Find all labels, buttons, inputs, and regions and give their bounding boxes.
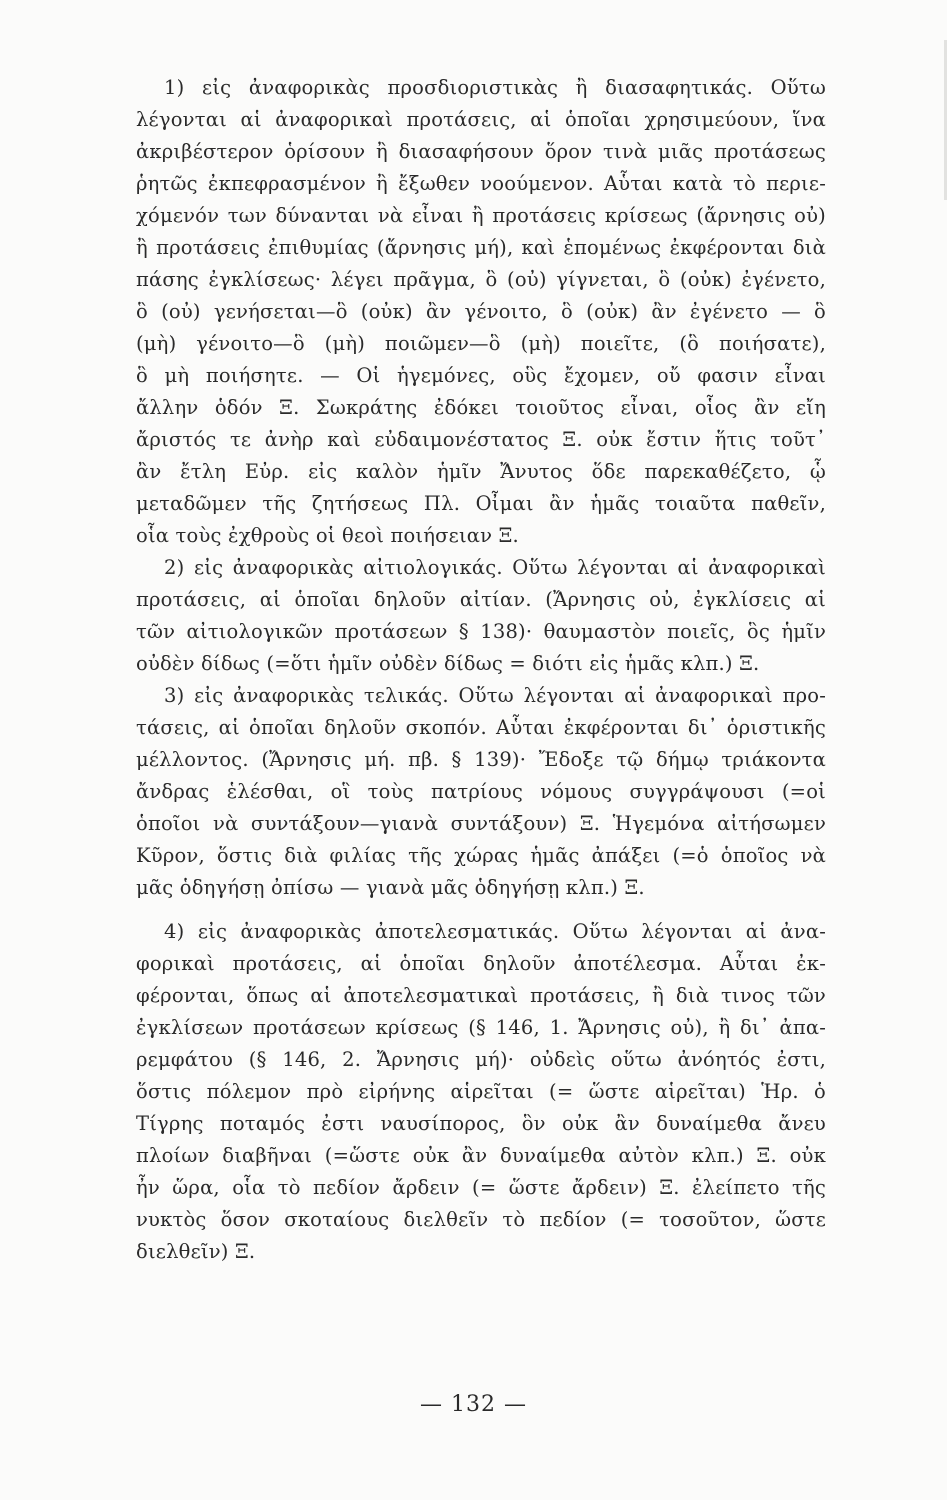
text-line: Τίγρης ποταμός ἐστι ναυσίπορος, ὃν οὐκ ἂν δυναίμεθα ἄνευ	[136, 1112, 826, 1135]
text-line: μᾶς ὁδηγήσῃ ὀπίσω — γιανὰ μᾶς ὁδηγήσῃ κλπ.) Ξ.	[136, 876, 645, 899]
text-line: προτάσεις, αἱ ὁποῖαι δηλοῦν αἰτίαν. (Ἄρνησις οὐ, ἐγκλίσεις αἱ	[136, 588, 826, 611]
text-line: ἦν ὥρα, οἷα τὸ πεδίον ἄρδειν (= ὥστε ἄρδειν) Ξ. ἐλείπετο τῆς	[136, 1176, 826, 1199]
text-line: ἄνδρας ἑλέσθαι, οἳ τοὺς πατρίους νόμους συγγράψουσι (=οἱ	[136, 780, 826, 803]
text-line: μέλλοντος. (Ἄρνησις μή. πβ. § 139)· Ἔδοξε τῷ δήμῳ τριάκοντα	[136, 748, 826, 771]
text-line: 2) εἰς ἀναφορικὰς αἰτιολογικάς. Οὕτω λέγονται αἱ ἀναφορικαὶ	[164, 556, 826, 579]
text-line: ὃ μὴ ποιήσητε. — Οἱ ἡγεμόνες, οὓς ἔχομεν, οὔ φασιν εἶναι	[136, 364, 826, 387]
text-line: πάσης ἐγκλίσεως· λέγει πρᾶγμα, ὃ (οὐ) γίγνεται, ὃ (οὐκ) ἐγένετο,	[136, 268, 826, 291]
text-line: ὁποῖοι νὰ συντάξουν—γιανὰ συντάξουν) Ξ. Ἡγεμόνα αἰτήσωμεν	[136, 812, 826, 835]
text-line: μεταδῶμεν τῆς ζητήσεως Πλ. Οἶμαι ἂν ἡμᾶς τοιαῦτα παθεῖν,	[136, 492, 826, 515]
text-line: οὐδὲν δίδως (=ὅτι ἡμῖν οὐδὲν δίδως = διότι εἰς ἡμᾶς κλπ.) Ξ.	[136, 652, 760, 675]
text-line: ἐγκλίσεων προτάσεων κρίσεως (§ 146, 1. Ἄρνησις οὐ), ἢ δι᾿ ἀπα-	[136, 1016, 826, 1039]
text-line: οἷα τοὺς ἐχθροὺς οἱ θεοὶ ποιήσειαν Ξ.	[136, 524, 519, 547]
text-line: ἄλλην ὁδόν Ξ. Σωκράτης ἐδόκει τοιοῦτος εἶναι, οἷος ἂν εἴη	[136, 396, 826, 419]
text-line: τῶν αἰτιολογικῶν προτάσεων § 138)· θαυμαστὸν ποιεῖς, ὃς ἡμῖν	[136, 620, 826, 643]
text-line: 1) εἰς ἀναφορικὰς προσδιοριστικὰς ἢ διασαφητικάς. Οὕτω	[164, 76, 826, 99]
text-line: ῥητῶς ἐκπεφρασμένον ἢ ἔξωθεν νοούμενον. Αὗται κατὰ τὸ περιε-	[136, 172, 826, 195]
text-line: ἀκριβέστερον ὁρίσουν ἢ διασαφήσουν ὅρον τινὰ μιᾶς προτάσεως	[136, 140, 826, 163]
page-number: — 132 —	[420, 1392, 527, 1417]
text-line: ὅστις πόλεμον πρὸ εἰρήνης αἱρεῖται (= ὥστε αἱρεῖται) Ἡρ. ὁ	[136, 1080, 826, 1103]
text-line: 3) εἰς ἀναφορικὰς τελικάς. Οὕτω λέγονται αἱ ἀναφορικαὶ προ-	[164, 684, 826, 707]
text-line: διελθεῖν) Ξ.	[136, 1240, 256, 1263]
text-line: (μὴ) γένοιτο—ὃ (μὴ) ποιῶμεν—ὃ (μὴ) ποιεῖτε, (ὃ ποιήσατε),	[136, 332, 826, 355]
text-line: φέρονται, ὅπως αἱ ἀποτελεσματικαὶ προτάσεις, ἢ διὰ τινος τῶν	[136, 984, 826, 1007]
text-line: ἄριστός τε ἀνὴρ καὶ εὐδαιμονέστατος Ξ. οὐκ ἔστιν ἥτις τοῦτ᾿	[136, 428, 826, 451]
text-line: λέγονται αἱ ἀναφορικαὶ προτάσεις, αἱ ὁποῖαι χρησιμεύουν, ἵνα	[136, 108, 826, 131]
text-line: νυκτὸς ὅσον σκοταίους διελθεῖν τὸ πεδίον (= τοσοῦτον, ὥστε	[136, 1208, 826, 1231]
text-line: πλοίων διαβῆναι (=ὥστε οὐκ ἂν δυναίμεθα αὐτὸν κλπ.) Ξ. οὐκ	[136, 1144, 826, 1167]
text-line: χόμενόν των δύνανται νὰ εἶναι ἢ προτάσεις κρίσεως (ἄρνησις οὐ)	[136, 204, 826, 227]
text-line: ρεμφάτου (§ 146, 2. Ἄρνησις μή)· οὐδεὶς οὕτω ἀνόητός ἐστι,	[136, 1048, 826, 1071]
text-line: 4) εἰς ἀναφορικὰς ἀποτελεσματικάς. Οὕτω λέγονται αἱ ἀνα-	[164, 920, 826, 943]
text-line: φορικαὶ προτάσεις, αἱ ὁποῖαι δηλοῦν ἀποτέλεσμα. Αὗται ἐκ-	[136, 952, 826, 975]
text-line: ἂν ἔτλη Εὐρ. εἰς καλὸν ἡμῖν Ἄνυτος ὅδε παρεκαθέζετο, ᾧ	[136, 460, 826, 483]
text-line: ἢ προτάσεις ἐπιθυμίας (ἄρνησις μή), καὶ ἑπομένως ἐκφέρονται διὰ	[136, 236, 826, 259]
text-line: τάσεις, αἱ ὁποῖαι δηλοῦν σκοπόν. Αὗται ἐκφέρονται δι᾿ ὁριστικῆς	[136, 716, 826, 739]
text-line: ὃ (οὐ) γενήσεται—ὃ (οὐκ) ἂν γένοιτο, ὃ (οὐκ) ἂν ἐγένετο — ὃ	[136, 300, 826, 323]
text-line: Κῦρον, ὅστις διὰ φιλίας τῆς χώρας ἡμᾶς ἀπάξει (=ὁ ὁποῖος νὰ	[136, 844, 826, 867]
